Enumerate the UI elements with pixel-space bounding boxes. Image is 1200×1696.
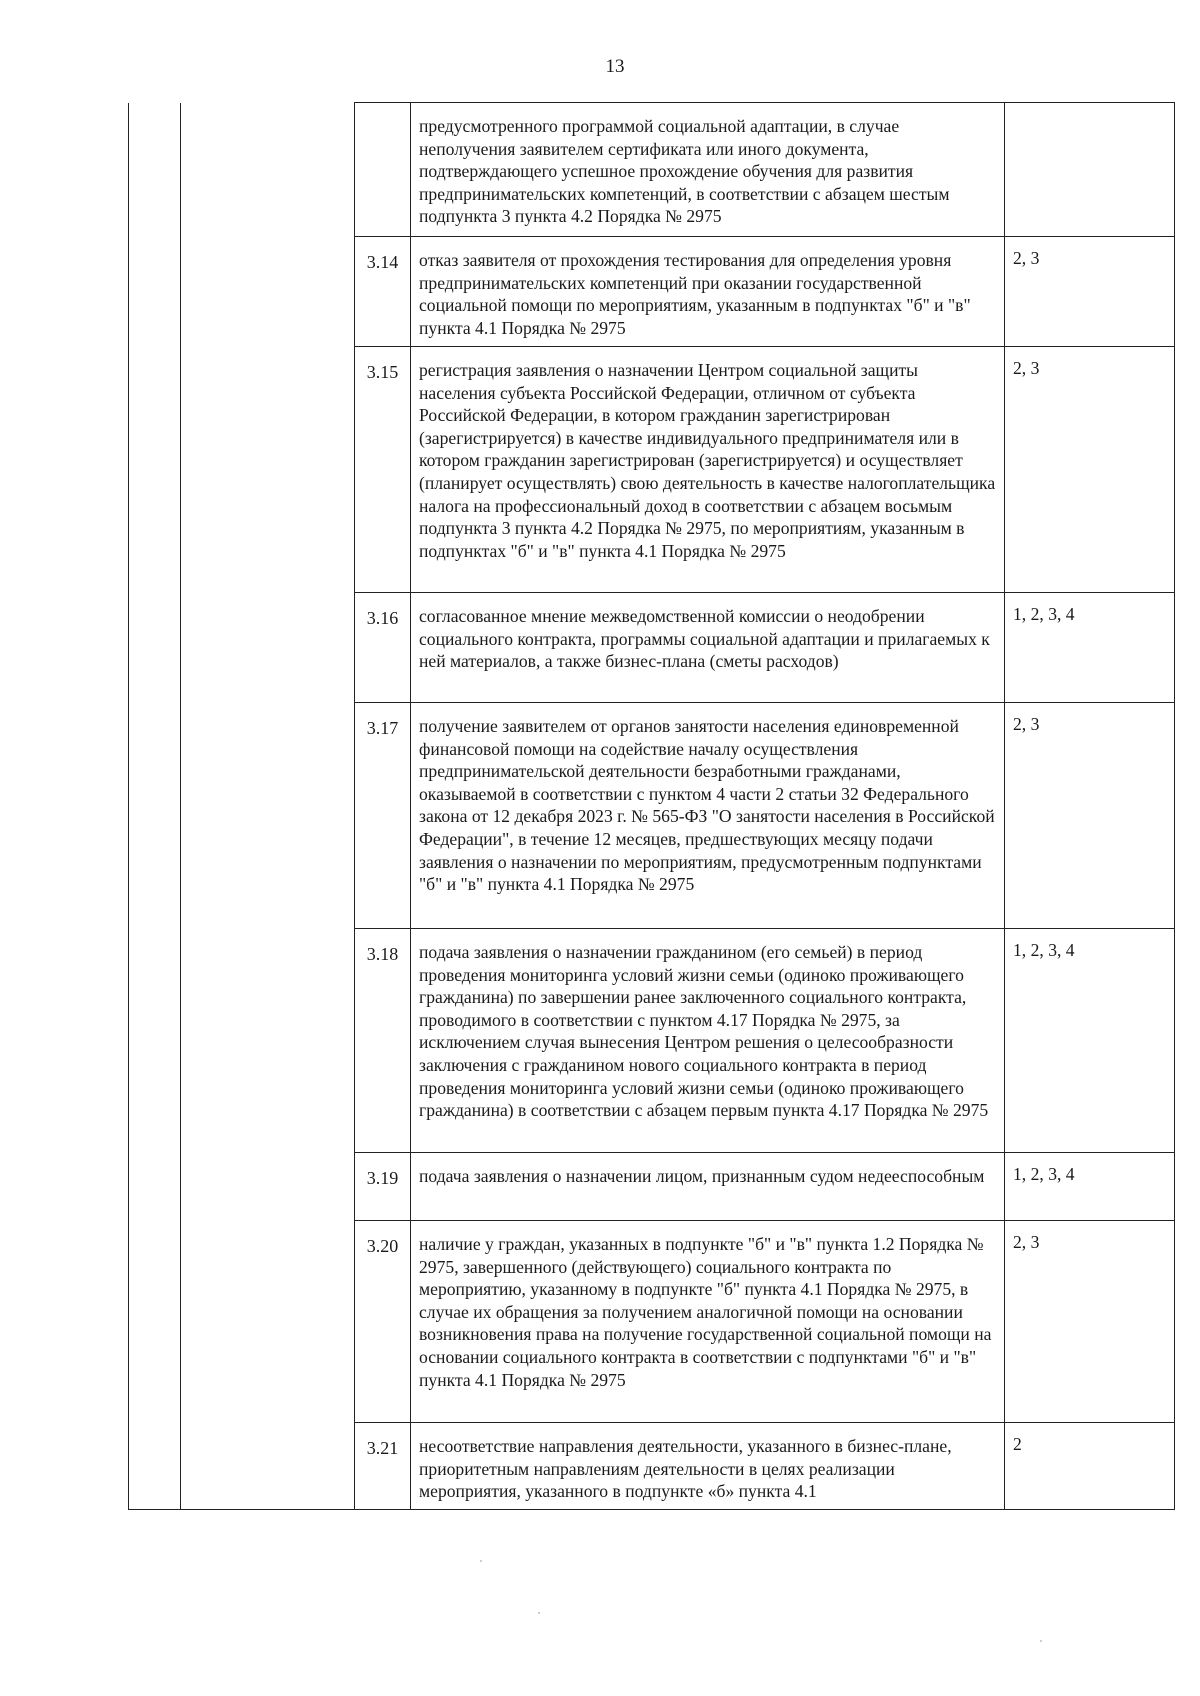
- row-codes: 2, 3: [1005, 347, 1175, 593]
- row-codes: 2: [1005, 1423, 1175, 1510]
- row-codes: 1, 2, 3, 4: [1005, 929, 1175, 1153]
- scan-speck: [480, 1560, 482, 1562]
- scan-speck: [1040, 1640, 1042, 1642]
- row-text: наличие у граждан, указанных в подпункте "б" и "в" пункта 1.2 Порядка № 2975, завершенного (действующего) социального контракта по мероприятию, указанному в подпункте "б" пункта 4.1 Порядка № 2975, в случае их обращения за получением аналогичной помощи на основании возникновения права на получение государственной социальной помощи на основании социального контракта в соответствии с подпунктами "б" и "в" пункта 4.1 Порядка № 2975: [411, 1221, 1005, 1423]
- page-number: 13: [605, 56, 625, 77]
- row-codes: [1005, 103, 1175, 237]
- blank-column-1: [129, 103, 181, 1510]
- row-text: несоответствие направления деятельности, указанного в бизнес-плане, приоритетным направлениям деятельности в целях реализации мероприятия, указанного в подпункте «б» пункта 4.1: [411, 1423, 1005, 1510]
- row-text: отказ заявителя от прохождения тестирования для определения уровня предпринимательских компетенций при оказании государственной социальной помощи по мероприятиям, указанным в подпунктах "б" и "в" пункта 4.1 Порядка № 2975: [411, 237, 1005, 347]
- row-number: 3.21: [355, 1423, 411, 1510]
- row-text: предусмотренного программой социальной адаптации, в случае неполучения заявителем сертификата или иного документа, подтверждающего успешное прохождение обучения для развития предпринимательских компетенций, в соответствии с абзацем шестым подпункта 3 пункта 4.2 Порядка № 2975: [411, 103, 1005, 237]
- row-number: 3.17: [355, 703, 411, 929]
- table-row: [129, 103, 1175, 237]
- scan-speck: [538, 1612, 540, 1614]
- row-number: 3.18: [355, 929, 411, 1153]
- row-number: 3.16: [355, 593, 411, 703]
- row-text: согласованное мнение межведомственной комиссии о неодобрении социального контракта, программы социальной адаптации и прилагаемых к ней материалов, а также бизнес-плана (сметы расходов): [411, 593, 1005, 703]
- row-text: получение заявителем от органов занятости населения единовременной финансовой помощи на содействие началу осуществления предпринимательской деятельности безработными гражданами, оказываемой в соответствии с пунктом 4 части 2 статьи 32 Федерального закона от 12 декабря 2023 г. № 565-ФЗ "О занятости населения в Российской Федерации", в течение 12 месяцев, предшествующих месяцу подачи заявления о назначении по мероприятиям, предусмотренным подпунктами "б" и "в" пункта 4.1 Порядка № 2975: [411, 703, 1005, 929]
- row-text: подача заявления о назначении гражданином (его семьей) в период проведения мониторинга условий жизни семьи (одиноко проживающего гражданина) по завершении ранее заключенного социального контракта, проводимого в соответствии с пунктом 4.17 Порядка № 2975, за исключением случая вынесения Центром решения о целесообразности заключения с гражданином нового социального контракта в период проведения мониторинга условий жизни семьи (одиноко проживающего гражданина) в соответствии с абзацем первым пункта 4.17 Порядка № 2975: [411, 929, 1005, 1153]
- row-codes: 1, 2, 3, 4: [1005, 593, 1175, 703]
- blank-column-2: [181, 103, 355, 1510]
- row-codes: 2, 3: [1005, 1221, 1175, 1423]
- row-number: [355, 103, 411, 237]
- row-text: регистрация заявления о назначении Центром социальной защиты населения субъекта Российской Федерации, отличном от субъекта Российской Федерации, в котором гражданин зарегистрирован (зарегистрируется) в качестве индивидуального предпринимателя или в котором гражданин зарегистрирован (зарегистрируется) и осуществляет (планирует осуществлять) свою деятельность в качестве налогоплательщика налога на профессиональный доход в соответствии с абзацем восьмым подпункта 3 пункта 4.2 Порядка № 2975, по мероприятиям, указанным в подпунктах "б" и "в" пункта 4.1 Порядка № 2975: [411, 347, 1005, 593]
- row-number: 3.20: [355, 1221, 411, 1423]
- row-number: 3.15: [355, 347, 411, 593]
- row-codes: 2, 3: [1005, 237, 1175, 347]
- row-codes: 2, 3: [1005, 703, 1175, 929]
- row-text: подача заявления о назначении лицом, признанным судом недееспособным: [411, 1153, 1005, 1221]
- row-number: 3.19: [355, 1153, 411, 1221]
- row-codes: 1, 2, 3, 4: [1005, 1153, 1175, 1221]
- row-number: 3.14: [355, 237, 411, 347]
- refusal-grounds-table: [128, 102, 1175, 1510]
